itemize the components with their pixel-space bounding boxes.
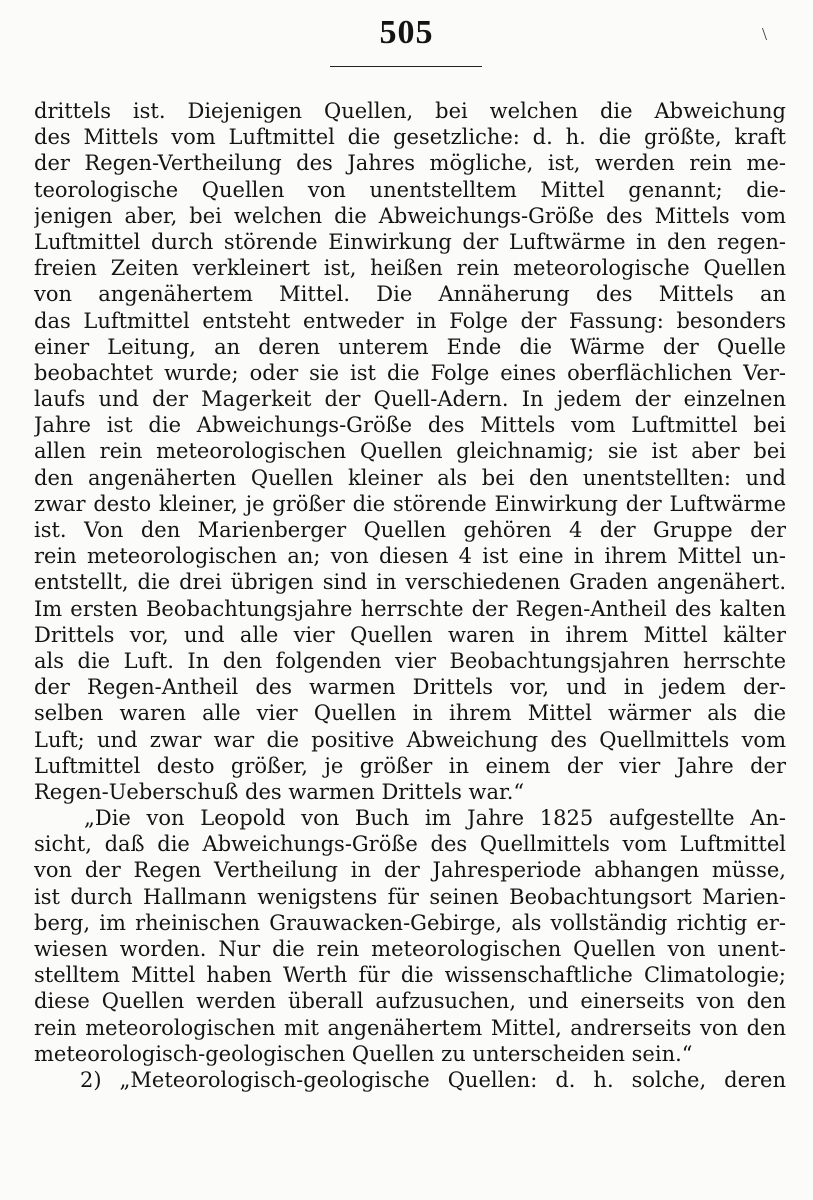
body-text — [34, 98, 786, 1093]
text-line: beobachtet wurde; oder sie ist die Folge eines oberflächlichen Ver- — [34, 360, 786, 385]
text-line: berg, im rheinischen Grauwacken-Gebirge, als vollständig richtig er- — [34, 910, 786, 935]
text-line: von angenähertem Mittel. Die Annäherung des Mittels an — [34, 282, 786, 307]
header-rule — [330, 66, 482, 67]
text-line: rein meteorologischen an; von diesen 4 ist eine in ihrem Mittel un- — [34, 544, 786, 569]
text-line: den angenäherten Quellen kleiner als bei den unentstellten: und — [34, 465, 786, 490]
text-line: wiesen worden. Nur die rein meteorologischen Quellen von unent- — [34, 937, 786, 961]
text-line: allen rein meteorologischen Quellen gleichnamig; sie ist aber bei — [34, 439, 786, 464]
text-line: als die Luft. In den folgenden vier Beobachtungsjahren herrschte — [34, 648, 786, 673]
text-line: 2) „Meteorologisch-geologische Quellen: d. h. solche, deren — [80, 1067, 786, 1092]
text-line: der Regen-Vertheilung des Jahres mögliche, ist, werden rein me- — [34, 151, 786, 176]
text-line: selben waren alle vier Quellen in ihrem Mittel wärmer als die — [34, 701, 786, 726]
text-line: entstellt, die drei übrigen sind in verschiedenen Graden angenähert. — [34, 570, 786, 595]
text-line: einer Leitung, an deren unterem Ende die Wärme der Quelle — [34, 334, 786, 359]
corner-mark: \ — [762, 24, 768, 44]
text-line: des Mittels vom Luftmittel die gesetzliche: d. h. die größte, kraft — [34, 125, 786, 150]
text-line: meteorologisch-geologischen Quellen zu unterscheiden sein.“ — [34, 1041, 693, 1066]
text-line: stelltem Mittel haben Werth für die wissenschaftliche Climatologie; — [34, 963, 786, 988]
text-line: ist. Von den Marienberger Quellen gehören 4 der Gruppe der — [34, 518, 786, 542]
text-line: zwar desto kleiner, je größer die störende Einwirkung der Luftwärme — [34, 491, 786, 516]
page-number: 505 — [379, 14, 434, 51]
text-line: jenigen aber, bei welchen die Abweichungs-Größe des Mittels vom — [34, 203, 786, 228]
text-line: das Luftmittel entsteht entweder in Folge der Fassung: besonders — [34, 308, 786, 333]
text-line: ist durch Hallmann wenigstens für seinen Beobachtungsort Marien- — [34, 884, 786, 909]
text-line: der Regen-Antheil des warmen Drittels vor, und in jedem der- — [34, 675, 786, 700]
text-line: „Die von Leopold von Buch im Jahre 1825 aufgestellte An- — [84, 806, 786, 831]
text-line: Luftmittel durch störende Einwirkung der Luftwärme in den regen- — [34, 229, 786, 254]
text-line: Im ersten Beobachtungsjahre herrschte der Regen-Antheil des kalten — [34, 596, 786, 621]
text-line: von der Regen Vertheilung in der Jahresperiode abhangen müsse, — [34, 858, 786, 883]
text-line: diese Quellen werden überall aufzusuchen, und einerseits von den — [34, 989, 786, 1014]
text-line: Jahre ist die Abweichungs-Größe des Mittels vom Luftmittel bei — [34, 413, 786, 438]
text-line: Regen-Ueberschuß des warmen Drittels war.“ — [34, 779, 525, 804]
text-line: drittels ist. Diejenigen Quellen, bei welchen die Abweichung — [34, 99, 786, 123]
text-line: freien Zeiten verkleinert ist, heißen rein meteorologische Quellen — [34, 256, 786, 281]
text-line: Drittels vor, und alle vier Quellen waren in ihrem Mittel kälter — [34, 622, 786, 647]
text-line: Luftmittel desto größer, je größer in einem der vier Jahre der — [34, 753, 786, 778]
text-line: sicht, daß die Abweichungs-Größe des Quellmittels vom Luftmittel — [34, 832, 786, 857]
text-line: teorologische Quellen von unentstelltem Mittel genannt; die- — [34, 177, 786, 202]
text-line: laufs und der Magerkeit der Quell-Adern. In jedem der einzelnen — [34, 387, 786, 412]
text-line: Luft; und zwar war die positive Abweichung des Quellmittels vom — [34, 727, 786, 752]
text-line: rein meteorologischen mit angenähertem Mittel, andrerseits von den — [34, 1015, 786, 1040]
